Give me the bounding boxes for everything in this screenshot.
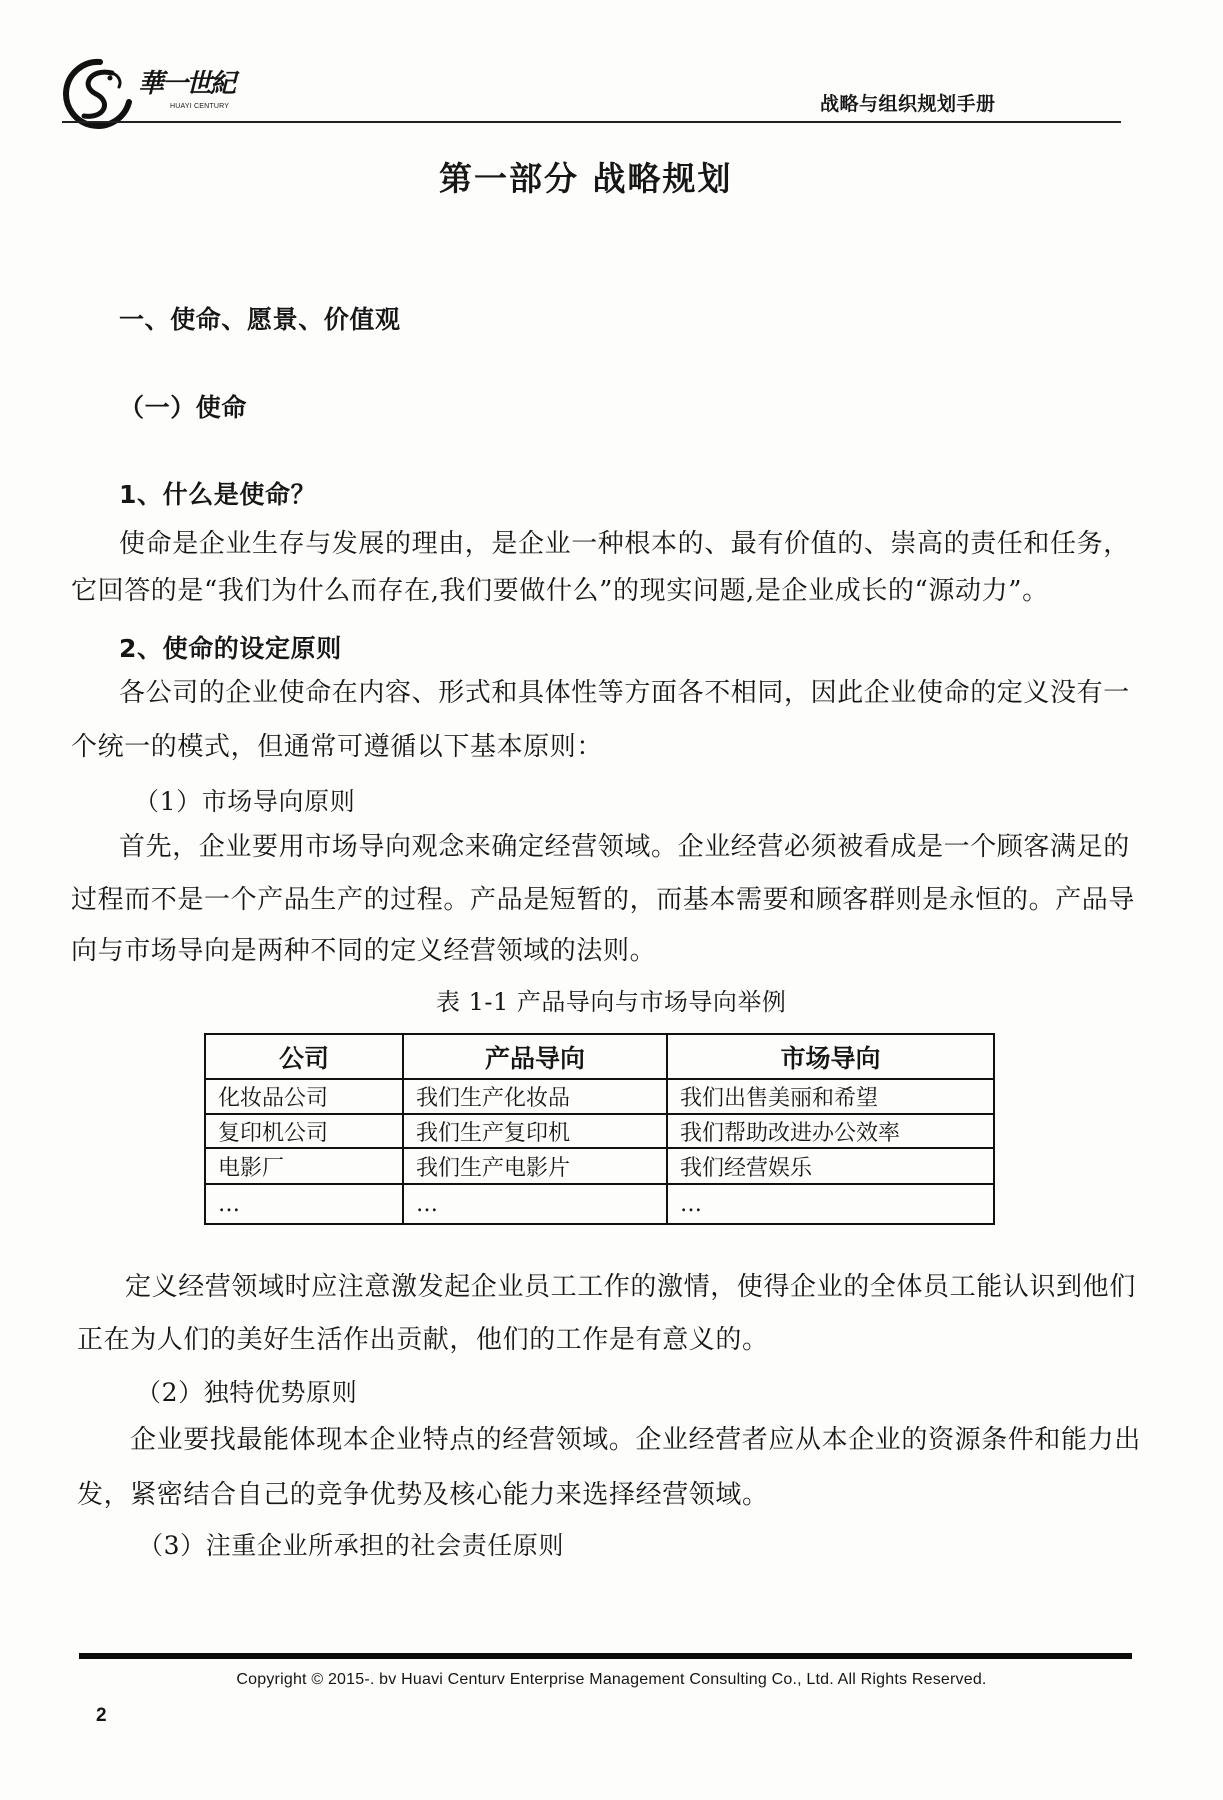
table-cell: 我们生产化妆品 (403, 1079, 667, 1114)
footer-rule (79, 1653, 1132, 1659)
header-rule (62, 121, 1121, 123)
manual-title: 战略与组织规划手册 (820, 93, 996, 115)
principle-2-heading: （2）独特优势原则 (136, 1378, 358, 1407)
paragraph-line: 个统一的模式，但通常可遵循以下基本原则： (71, 732, 604, 762)
table-cell: 电影厂 (205, 1148, 403, 1184)
principle-3-heading: （3）注重企业所承担的社会责任原则 (138, 1531, 565, 1560)
table-row (205, 1079, 994, 1114)
table-cell: 化妆品公司 (205, 1079, 403, 1114)
paragraph-line: 定义经营领域时应注意激发起企业员工工作的激情，使得企业的全体员工能认识到他们 (125, 1272, 1136, 1302)
table-cell: 我们帮助改进办公效率 (667, 1114, 994, 1148)
principle-1-heading: （1）市场导向原则 (134, 787, 356, 816)
logo-text: 華一世紀 (138, 69, 235, 99)
paragraph-line: 发，紧密结合自己的竞争优势及核心能力来选择经营领域。 (77, 1480, 769, 1510)
part-title: 第一部分 战略规划 (439, 159, 733, 198)
table-row (205, 1184, 994, 1224)
table-cell: … (667, 1184, 994, 1224)
table-row (205, 1114, 994, 1148)
table-cell: 我们出售美丽和希望 (667, 1079, 994, 1114)
comparison-table (204, 1033, 995, 1225)
table-cell: … (205, 1184, 403, 1224)
table-header-cell: 市场导向 (667, 1034, 994, 1079)
paragraph-line: 使命是企业生存与发展的理由，是企业一种根本的、最有价值的、崇高的责任和任务， (119, 529, 1130, 559)
table-header-row (205, 1034, 994, 1079)
table-cell: … (403, 1184, 667, 1224)
paragraph-line: 各公司的企业使命在内容、形式和具体性等方面各不相同，因此企业使命的定义没有一 (119, 678, 1130, 708)
paragraph-line: 正在为人们的美好生活作出贡献，他们的工作是有意义的。 (77, 1325, 769, 1355)
table-cell: 我们经营娱乐 (667, 1148, 994, 1184)
paragraph-line: 首先，企业要用市场导向观念来确定经营领域。企业经营必须被看成是一个顾客满足的 (119, 832, 1130, 862)
table-row (205, 1148, 994, 1184)
page-number: 2 (96, 1705, 107, 1726)
table-cell: 我们生产电影片 (403, 1148, 667, 1184)
subsection-heading: （一）使命 (119, 393, 248, 422)
logo-subtext: HUAYI CENTURY (170, 103, 230, 110)
table-header-cell: 公司 (205, 1034, 403, 1079)
paragraph-line: 向与市场导向是两种不同的定义经营领域的法则。 (71, 936, 657, 966)
paragraph-line: 企业要找最能体现本企业特点的经营领域。企业经营者应从本企业的资源条件和能力出 (130, 1425, 1141, 1455)
copyright-text: Copyright © 2015-. bv Huavi Centurv Enterprise Management Consulting Co., Ltd. All Rights Reserved. (236, 1671, 987, 1688)
setting-principles-heading: 2、使命的设定原则 (119, 634, 342, 663)
table-cell: 我们生产复印机 (403, 1114, 667, 1148)
table-cell: 复印机公司 (205, 1114, 403, 1148)
paragraph-line: 过程而不是一个产品生产的过程。产品是短暂的，而基本需要和顾客群则是永恒的。产品导 (71, 885, 1136, 915)
paragraph-line: 它回答的是“我们为什么而存在,我们要做什么”的现实问题,是企业成长的“源动力”。 (71, 576, 1049, 606)
table-header-cell: 产品导向 (403, 1034, 667, 1079)
table-caption: 表 1-1 产品导向与市场导向举例 (436, 988, 787, 1016)
what-is-mission-heading: 1、什么是使命？ (119, 480, 317, 509)
section-heading: 一、使命、愿景、价值观 (119, 305, 401, 334)
